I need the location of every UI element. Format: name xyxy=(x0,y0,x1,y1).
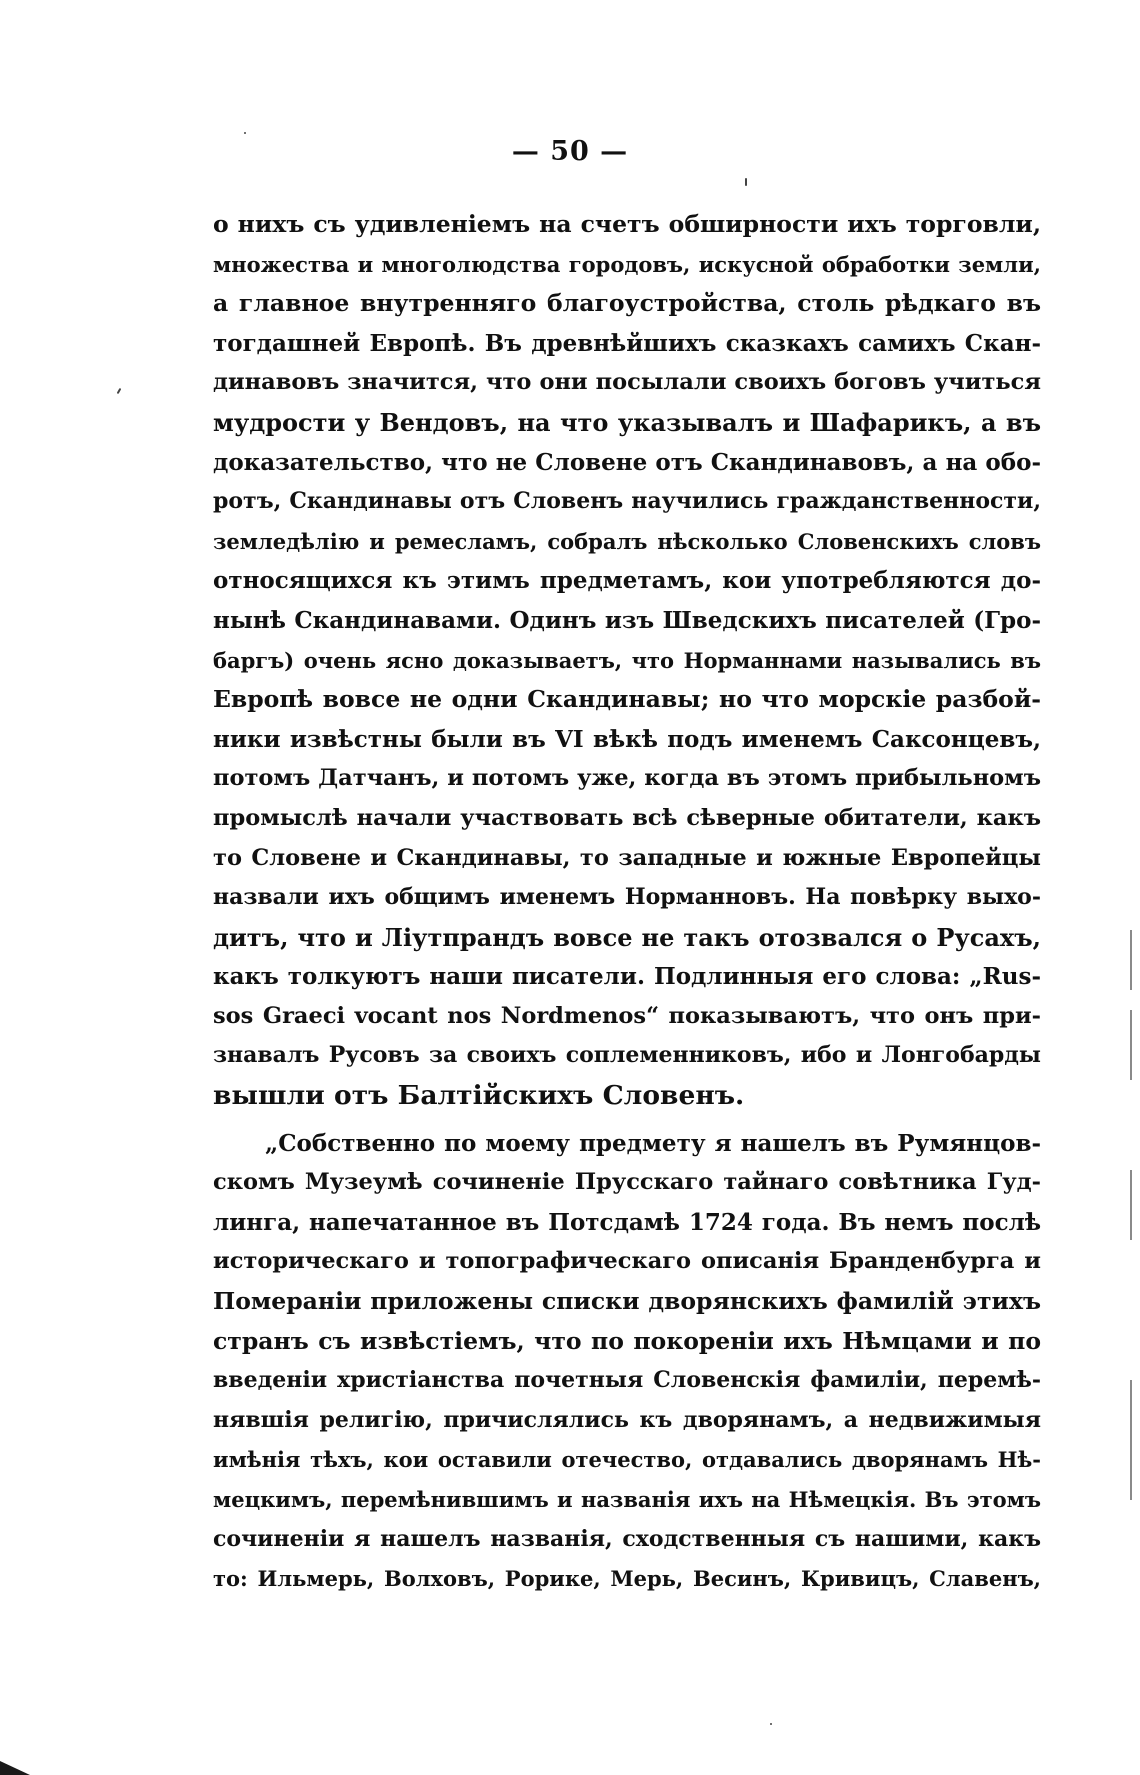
text-line: скомъ Музеумѣ сочиненіе Прусскаго тайнаго совѣтника Гуд- xyxy=(213,1169,1041,1196)
text-line: странъ съ извѣстіемъ, что по покореніи ихъ Нѣмцами и по xyxy=(213,1326,1041,1355)
text-line: введеніи христіанства почетныя Словенскія фамиліи, перемѣ- xyxy=(213,1367,1041,1394)
scan-speck xyxy=(770,1723,772,1725)
paragraph-2 xyxy=(213,1124,1041,1599)
text-line: о нихъ съ удивленіемъ на счетъ обширности ихъ торговли, xyxy=(213,210,1041,238)
text-line: вышли отъ Балтійскихъ Словенъ. xyxy=(213,1080,745,1112)
text-line: множества и многолюдства городовъ, искусной обработки земли, xyxy=(213,251,1041,277)
scan-edge-mark xyxy=(1130,1380,1132,1500)
text-line: „Собственно по моему предмету я нашелъ въ Румянцов- xyxy=(265,1129,1041,1157)
text-line: мецкимъ, перемѣнившимъ и названія ихъ на Нѣмецкія. Въ этомъ xyxy=(213,1487,1041,1512)
text-line: тогдашней Европѣ. Въ древнѣйшихъ сказкахъ самихъ Скан- xyxy=(213,329,1041,357)
text-line: знавалъ Русовъ за своихъ соплеменниковъ, ибо и Лонгобарды xyxy=(213,1042,1041,1069)
text-line: то Словене и Скандинавы, то западные и южные Европейцы xyxy=(213,844,1041,871)
text-line: сочиненіи я нашелъ названія, сходственныя съ нашими, какъ xyxy=(213,1525,1041,1552)
scan-corner-mark xyxy=(0,1761,30,1775)
text-line: Помераніи приложены списки дворянскихъ фамилій этихъ xyxy=(213,1287,1041,1316)
text-line: земледѣлію и ремесламъ, собралъ нѣсколько Словенскихъ словъ xyxy=(213,528,1041,554)
scan-speck xyxy=(244,132,246,134)
text-line: линга, напечатанное въ Потсдамѣ 1724 года. Въ немъ послѣ xyxy=(213,1208,1041,1236)
text-line: нявшія религію, причислялись къ дворянамъ, а недвижимыя xyxy=(213,1406,1041,1433)
text-line: относящихся къ этимъ предметамъ, кои употребляются до- xyxy=(213,567,1041,595)
body-text xyxy=(213,205,1041,1599)
scan-speck xyxy=(745,178,747,186)
text-line: а главное внутренняго благоустройства, столь рѣдкаго въ xyxy=(213,289,1041,318)
text-line: назвали ихъ общимъ именемъ Норманновъ. На повѣрку выхо- xyxy=(213,884,1041,911)
text-line: ротъ, Скандинавы отъ Словенъ научились гражданственности, xyxy=(213,488,1041,515)
text-line: историческаго и топографическаго описанія Бранденбурга и xyxy=(213,1248,1041,1275)
text-line: доказательство, что не Словене отъ Скандинавовъ, а на обо- xyxy=(213,448,1041,476)
text-line: баргъ) очень ясно доказываетъ, что Норманнами назывались въ xyxy=(213,647,1041,673)
scan-edge-mark xyxy=(1130,1010,1132,1080)
text-line: промыслѣ начали участвовать всѣ сѣверные обитатели, какъ xyxy=(213,804,1041,831)
text-line: имѣнія тѣхъ, кои оставили отечество, отдавались дворянамъ Нѣ- xyxy=(213,1447,1041,1473)
text-line: динавовъ значится, что они посылали своихъ боговъ учиться xyxy=(213,369,1041,396)
paragraph-gap xyxy=(213,1116,1041,1124)
text-line: Европѣ вовсе не одни Скандинавы; но что морскіе разбой- xyxy=(213,685,1041,714)
text-line: дитъ, что и Ліутпрандъ вовсе не такъ отозвался о Русахъ, xyxy=(213,922,1041,952)
paragraph-1 xyxy=(213,205,1041,1116)
text-line: мудрости у Вендовъ, на что указывалъ и Шафарикъ, а въ xyxy=(213,407,1041,437)
text-line: какъ толкуютъ наши писатели. Подлинныя его слова: „Rus- xyxy=(213,963,1041,991)
text-line: нынѣ Скандинавами. Одинъ изъ Шведскихъ писателей (Гро- xyxy=(213,606,1041,634)
scan-edge-mark xyxy=(1130,930,1132,990)
scan-edge-mark xyxy=(1130,1170,1132,1240)
page-number: — 50 — xyxy=(511,136,629,167)
text-line: то: Ильмерь, Волховъ, Рорике, Мерь, Весинъ, Кривицъ, Славенъ, xyxy=(213,1566,1041,1592)
text-line: ники извѣстны были въ VI вѣкѣ подъ именемъ Саксонцевъ, xyxy=(213,725,1041,753)
scan-speck xyxy=(117,388,122,394)
text-line: sos Graeci vocant nos Nordmenos“ показываютъ, что онъ при- xyxy=(213,1002,1041,1029)
text-line: потомъ Датчанъ, и потомъ уже, когда въ этомъ прибыльномъ xyxy=(213,765,1041,792)
